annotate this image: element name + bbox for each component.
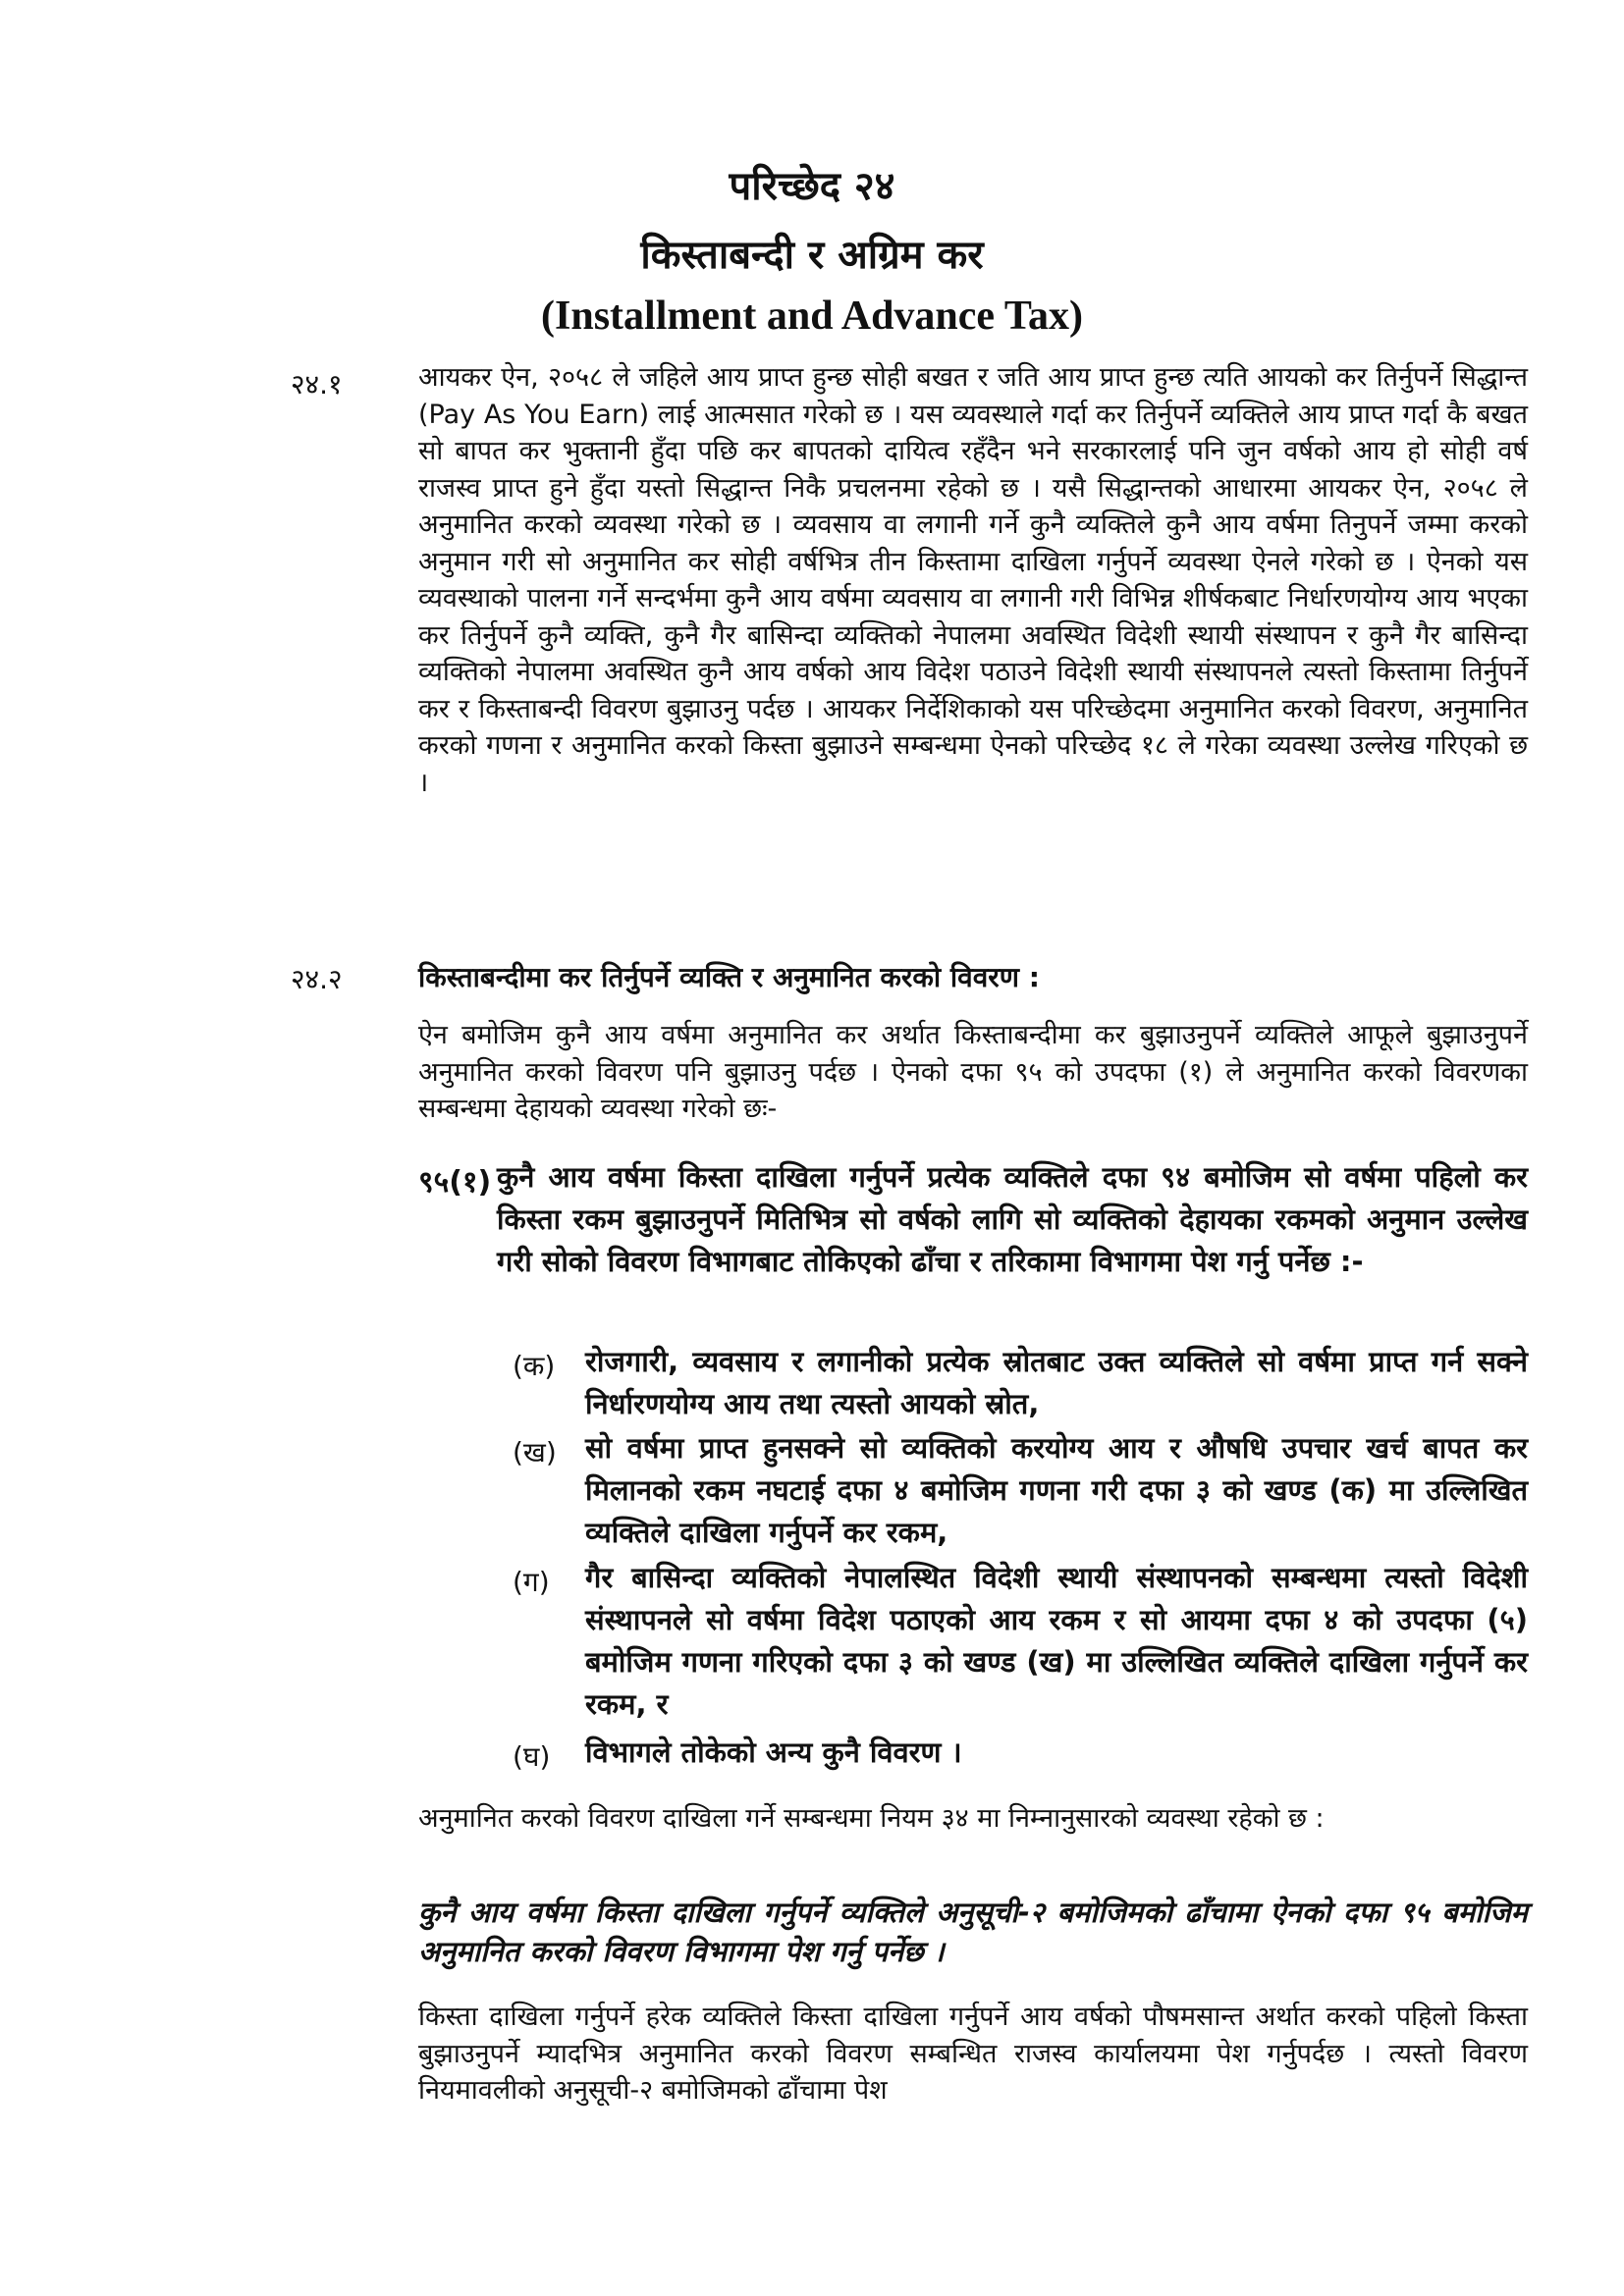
section-24-2-heading: किस्ताबन्दीमा कर तिर्नुपर्ने व्यक्ति र अनुमानित करको विवरण :: [418, 961, 1040, 993]
chapter-title-nepali: किस्ताबन्दी र अग्रिम कर: [640, 233, 984, 278]
item-text: रोजगारी, व्यवसाय र लगानीको प्रत्येक स्रोतबाट उक्त व्यक्तिले सो वर्षमा प्राप्त गर्न सक्ने निर्धारणयोग्य आय तथा त्यस्तो आयको स्रोत,: [585, 1345, 1528, 1420]
section-number-24-2: २४.२: [291, 963, 343, 995]
clause-number: ९५(१): [418, 1165, 492, 1200]
clause-text: कुनै आय वर्षमा किस्ता दाखिला गर्नुपर्ने प्रत्येक व्यक्तिले दफा ९४ बमोजिम सो वर्षमा पहिलो कर किस्ता रकम बुझाउनुपर्ने मितिभित्र सो वर्षको लागि सो व्यक्तिको देहायका रकमको अनुमान उल्लेख गरी सोको विवरण विभागबाट तोकिएको ढाँचा र तरिकामा विभागमा पेश गर्नु पर्नेछ :-: [497, 1160, 1528, 1278]
section-24-1-paragraph: आयकर ऐन, २०५८ ले जहिले आय प्राप्त हुन्छ सोही बखत र जति आय प्राप्त हुन्छ त्यति आयको कर तिर्नुपर्ने सिद्धान्त (Pay As You Earn) लाई आत्मसात गरेको छ । यस व्यवस्थाले गर्दा कर तिर्नुपर्ने व्यक्तिले आय प्राप्त गर्दा कै बखत सो बापत कर भुक्तानी हुँदा पछि कर बापतको दायित्व रहँदैन भने सरकारलाई पनि जुन वर्षको आय हो सोही वर्ष राजस्व प्राप्त हुने हुँदा यस्तो सिद्धान्त निकै प्रचलनमा रहेको छ । यसै सिद्धान्तको आधारमा आयकर ऐन, २०५८ ले अनुमानित करको व्यवस्था गरेको छ । व्यवसाय वा लगानी गर्ने कुनै व्यक्तिले कुनै आय वर्षमा तिनुपर्ने जम्मा करको अनुमान गरी सो अनुमानित कर सोही वर्षभित्र तीन किस्तामा दाखिला गर्नुपर्ने व्यवस्था ऐनले गरेको छ । ऐनको यस व्यवस्थाको पालना गर्ने सन्दर्भमा कुनै आय वर्षमा व्यवसाय वा लगानी गरी विभिन्न शीर्षकबाट निर्धारणयोग्य आय भएका कर तिर्नुपर्ने कुनै व्यक्ति, कुनै गैर बासिन्दा व्यक्तिको नेपालमा अवस्थित विदेशी स्थायी संस्थापन र कुनै गैर बासिन्दा व्यक्तिको नेपालमा अवस्थित कुनै आय वर्षको आय विदेश पठाउने विदेशी स्थायी संस्थापनले त्यस्तो किस्तामा तिर्नुपर्ने कर र किस्ताबन्दी विवरण बुझाउनु पर्दछ । आयकर निर्देशिकाको यस परिच्छेदमा अनुमानित करको विवरण, अनुमानित करको गणना र अनुमानित करको किस्ता बुझाउने सम्बन्धमा ऐनको परिच्छेद १८ ले गरेका व्यवस्था उल्लेख गरिएको छ ।: [418, 362, 1528, 798]
item-text: गैर बासिन्दा व्यक्तिको नेपालस्थित विदेशी स्थायी संस्थापनको सम्बन्धमा त्यस्तो विदेशी संस्थापनले सो वर्षमा विदेश पठाएको आय रकम र सो आयमा दफा ४ को उपदफा (५) बमोजिम गणना गरिएको दफा ३ को खण्ड (ख) मा उल्लिखित व्यक्तिले दाखिला गर्नुपर्ने कर रकम, र: [585, 1561, 1528, 1721]
item-label: (क): [513, 1350, 556, 1382]
section-number-24-1: २४.१: [291, 368, 343, 400]
chapter-number: परिच्छेद २४: [729, 164, 895, 209]
rule-text: कुनै आय वर्षमा किस्ता दाखिला गर्नुपर्ने व्यक्तिले अनुसूची-२ बमोजिमको ढाँचामा ऐनको दफा ९५ बमोजिम अनुमानित करको विवरण विभागमा पेश गर्नु पर्नेछ ।: [418, 1896, 1528, 1968]
item-text: सो वर्षमा प्राप्त हुनसक्ने सो व्यक्तिको करयोग्य आय र औषधि उपचार खर्च बापत कर मिलानको रकम नघटाई दफा ४ बमोजिम गणना गरी दफा ३ को खण्ड (क) मा उल्लिखित व्यक्तिले दाखिला गर्नुपर्ने कर रकम,: [585, 1431, 1528, 1549]
item-label: (ग): [513, 1566, 550, 1598]
closing-paragraph: किस्ता दाखिला गर्नुपर्ने हरेक व्यक्तिले किस्ता दाखिला गर्नुपर्ने आय वर्षको पौषमसान्त अर्थात करको पहिलो किस्ता बुझाउनुपर्ने म्यादभित्र अनुमानित करको विवरण सम्बन्धित राजस्व कार्यालयमा पेश गर्नुपर्दछ । त्यस्तो विवरण नियमावलीको अनुसूची-२ बमोजिमको ढाँचामा पेश: [418, 2002, 1528, 2106]
item-text: विभागले तोकेको अन्य कुनै विवरण ।: [585, 1735, 962, 1769]
item-label: (घ): [513, 1740, 551, 1773]
rule-intro: अनुमानित करको विवरण दाखिला गर्ने सम्बन्धमा नियम ३४ मा निम्नानुसारको व्यवस्था रहेको छ :: [418, 1803, 1325, 1834]
item-label: (ख): [513, 1436, 557, 1468]
section-24-2-intro: ऐन बमोजिम कुनै आय वर्षमा अनुमानित कर अर्थात किस्ताबन्दीमा कर बुझाउनुपर्ने व्यक्तिले आफूले बुझाउनुपर्ने अनुमानित करको विवरण पनि बुझाउनु पर्दछ । ऐनको दफा ९५ को उपदफा (१) ले अनुमानित करको विवरणका सम्बन्धमा देहायको व्यवस्था गरेको छः-: [418, 1020, 1528, 1124]
chapter-title-english: (Installment and Advance Tax): [541, 294, 1083, 339]
